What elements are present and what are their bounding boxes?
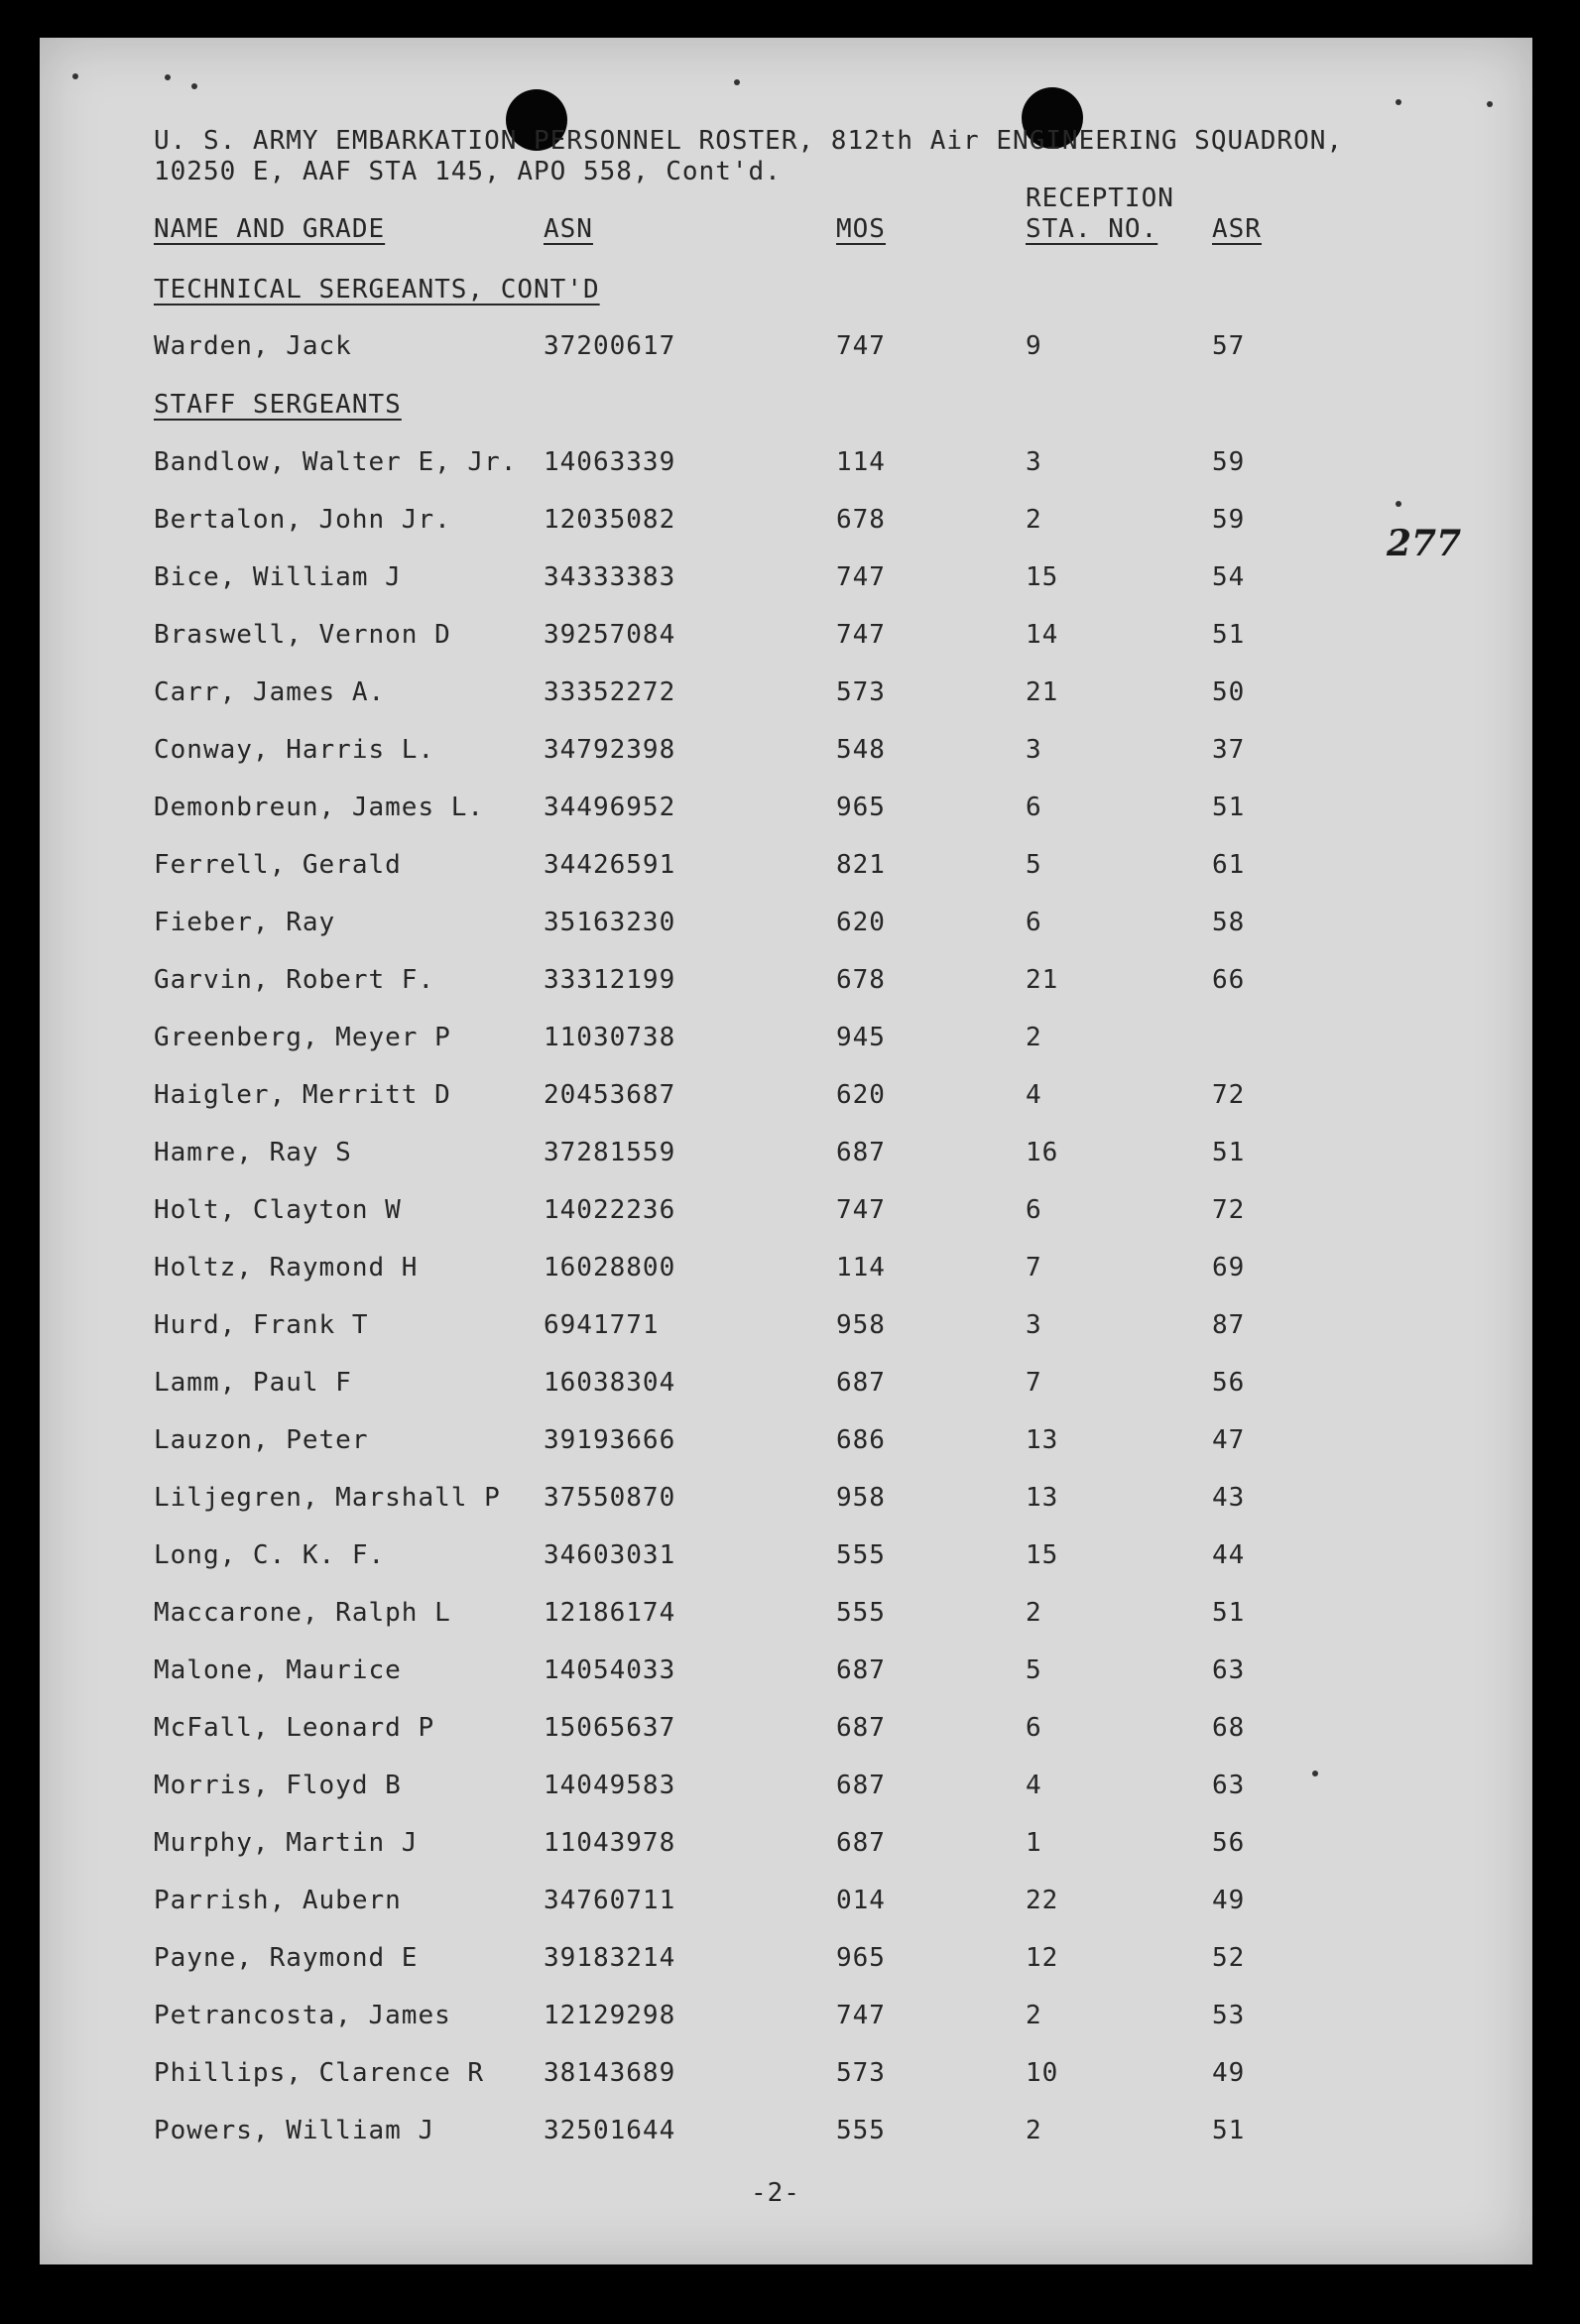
- cell-sta: 5: [1026, 1655, 1042, 1685]
- cell-asn: 12129298: [544, 2001, 676, 2030]
- cell-sta: 14: [1026, 620, 1059, 650]
- cell-asn: 16038304: [544, 1368, 676, 1398]
- cell-sta: 6: [1026, 793, 1042, 822]
- cell-asn: 11043978: [544, 1828, 676, 1858]
- cell-asn: 35163230: [544, 908, 676, 937]
- cell-asn: 14054033: [544, 1655, 676, 1685]
- table-row: [0, 793, 1580, 832]
- table-row: [0, 1943, 1580, 1983]
- table-row: [0, 1310, 1580, 1350]
- cell-name: Liljegren, Marshall P: [154, 1483, 501, 1513]
- cell-mos: 747: [836, 2001, 886, 2030]
- table-row: [0, 1080, 1580, 1120]
- table-row: [0, 331, 1580, 371]
- cell-mos: 548: [836, 735, 886, 765]
- cell-mos: 965: [836, 793, 886, 822]
- cell-asr: 61: [1212, 850, 1246, 880]
- cell-asr: 47: [1212, 1425, 1246, 1455]
- cell-asn: 39257084: [544, 620, 676, 650]
- cell-asr: 87: [1212, 1310, 1246, 1340]
- cell-asr: 44: [1212, 1540, 1246, 1570]
- cell-name: Ferrell, Gerald: [154, 850, 402, 880]
- cell-name: Malone, Maurice: [154, 1655, 402, 1685]
- table-row: [0, 1425, 1580, 1465]
- cell-asn: 38143689: [544, 2058, 676, 2088]
- cell-asr: 51: [1212, 1138, 1246, 1167]
- cell-mos: 958: [836, 1310, 886, 1340]
- cell-asr: 49: [1212, 1886, 1246, 1915]
- cell-asr: 53: [1212, 2001, 1246, 2030]
- table-row: [0, 1483, 1580, 1523]
- cell-asr: 50: [1212, 677, 1246, 707]
- cell-name: Holt, Clayton W: [154, 1195, 402, 1225]
- cell-name: Demonbreun, James L.: [154, 793, 485, 822]
- cell-asr: 37: [1212, 735, 1246, 765]
- cell-mos: 014: [836, 1886, 886, 1915]
- cell-mos: 686: [836, 1425, 886, 1455]
- cell-mos: 573: [836, 677, 886, 707]
- cell-asn: 6941771: [544, 1310, 660, 1340]
- cell-name: Bice, William J: [154, 562, 402, 592]
- table-row: [0, 562, 1580, 602]
- cell-asn: 37281559: [544, 1138, 676, 1167]
- cell-sta: 21: [1026, 965, 1059, 995]
- paper-speck: [191, 83, 197, 89]
- cell-sta: 3: [1026, 735, 1042, 765]
- table-row: [0, 965, 1580, 1005]
- cell-asn: 11030738: [544, 1023, 676, 1052]
- table-row: [0, 1886, 1580, 1925]
- cell-mos: 555: [836, 1540, 886, 1570]
- cell-asn: 20453687: [544, 1080, 676, 1110]
- cell-asr: 59: [1212, 447, 1246, 477]
- cell-mos: 620: [836, 908, 886, 937]
- section-title: STAFF SERGEANTS: [154, 390, 402, 420]
- cell-asn: 33352272: [544, 677, 676, 707]
- cell-name: Lamm, Paul F: [154, 1368, 352, 1398]
- table-row: [0, 2116, 1580, 2155]
- cell-mos: 555: [836, 1598, 886, 1628]
- cell-asr: 51: [1212, 2116, 1246, 2145]
- page-stamp-number: 277: [1387, 523, 1462, 564]
- table-row: [0, 735, 1580, 775]
- cell-name: Payne, Raymond E: [154, 1943, 419, 1973]
- cell-name: Conway, Harris L.: [154, 735, 435, 765]
- cell-name: Petrancosta, James: [154, 2001, 451, 2030]
- cell-asr: 59: [1212, 505, 1246, 535]
- cell-sta: 7: [1026, 1253, 1042, 1283]
- table-row: [0, 1655, 1580, 1695]
- roster-title-line1: U. S. ARMY EMBARKATION PERSONNEL ROSTER, 812th Air ENGINEERING SQUADRON,: [154, 126, 1344, 156]
- table-row: [0, 1713, 1580, 1753]
- cell-mos: 687: [836, 1828, 886, 1858]
- cell-sta: 6: [1026, 908, 1042, 937]
- cell-asr: 43: [1212, 1483, 1246, 1513]
- cell-sta: 13: [1026, 1425, 1059, 1455]
- cell-mos: 620: [836, 1080, 886, 1110]
- cell-asr: 56: [1212, 1828, 1246, 1858]
- table-row: [0, 1023, 1580, 1062]
- table-row: [0, 505, 1580, 545]
- cell-name: Carr, James A.: [154, 677, 386, 707]
- cell-name: Phillips, Clarence R: [154, 2058, 485, 2088]
- cell-asn: 14063339: [544, 447, 676, 477]
- paper-speck: [72, 73, 78, 79]
- cell-asn: 34603031: [544, 1540, 676, 1570]
- paper-speck: [165, 74, 171, 80]
- table-row: [0, 1598, 1580, 1638]
- cell-asn: 14049583: [544, 1771, 676, 1800]
- cell-name: McFall, Leonard P: [154, 1713, 435, 1743]
- cell-sta: 6: [1026, 1195, 1042, 1225]
- cell-asn: 37550870: [544, 1483, 676, 1513]
- cell-mos: 945: [836, 1023, 886, 1052]
- cell-sta: 4: [1026, 1080, 1042, 1110]
- cell-name: Holtz, Raymond H: [154, 1253, 419, 1283]
- cell-asr: 51: [1212, 1598, 1246, 1628]
- cell-name: Maccarone, Ralph L: [154, 1598, 451, 1628]
- table-row: [0, 1368, 1580, 1407]
- cell-mos: 687: [836, 1655, 886, 1685]
- table-row: [0, 1138, 1580, 1177]
- table-row: [0, 1540, 1580, 1580]
- cell-sta: 7: [1026, 1368, 1042, 1398]
- cell-asn: 33312199: [544, 965, 676, 995]
- cell-name: Fieber, Ray: [154, 908, 336, 937]
- cell-sta: 15: [1026, 1540, 1059, 1570]
- page-number: -2-: [751, 2178, 800, 2208]
- cell-mos: 678: [836, 965, 886, 995]
- cell-sta: 3: [1026, 1310, 1042, 1340]
- cell-sta: 2: [1026, 505, 1042, 535]
- cell-name: Lauzon, Peter: [154, 1425, 369, 1455]
- cell-mos: 958: [836, 1483, 886, 1513]
- cell-name: Bandlow, Walter E, Jr.: [154, 447, 518, 477]
- table-row: [0, 1828, 1580, 1868]
- cell-asr: 63: [1212, 1655, 1246, 1685]
- cell-asr: 58: [1212, 908, 1246, 937]
- cell-sta: 5: [1026, 850, 1042, 880]
- cell-name: Garvin, Robert F.: [154, 965, 435, 995]
- cell-name: Hamre, Ray S: [154, 1138, 352, 1167]
- cell-sta: 22: [1026, 1886, 1059, 1915]
- cell-name: Bertalon, John Jr.: [154, 505, 451, 535]
- table-row: [0, 447, 1580, 487]
- cell-asr: 52: [1212, 1943, 1246, 1973]
- cell-mos: 747: [836, 620, 886, 650]
- cell-asn: 16028800: [544, 1253, 676, 1283]
- column-header-asn: ASN: [544, 214, 593, 244]
- column-header-name: NAME AND GRADE: [154, 214, 386, 244]
- cell-sta: 2: [1026, 1023, 1042, 1052]
- column-header-reception: RECEPTION: [1026, 183, 1174, 213]
- cell-sta: 13: [1026, 1483, 1059, 1513]
- column-header-mos: MOS: [836, 214, 886, 244]
- table-row: [0, 850, 1580, 890]
- cell-sta: 4: [1026, 1771, 1042, 1800]
- paper-speck: [734, 79, 740, 85]
- table-row: [0, 908, 1580, 947]
- table-row: [0, 1195, 1580, 1235]
- cell-sta: 2: [1026, 2116, 1042, 2145]
- cell-asn: 34792398: [544, 735, 676, 765]
- cell-asr: 72: [1212, 1080, 1246, 1110]
- cell-sta: 1: [1026, 1828, 1042, 1858]
- paper-speck: [1396, 99, 1401, 105]
- cell-name: Warden, Jack: [154, 331, 352, 361]
- cell-asr: 56: [1212, 1368, 1246, 1398]
- cell-asr: 54: [1212, 562, 1246, 592]
- cell-name: Braswell, Vernon D: [154, 620, 451, 650]
- cell-mos: 114: [836, 1253, 886, 1283]
- cell-asn: 34426591: [544, 850, 676, 880]
- cell-asn: 34760711: [544, 1886, 676, 1915]
- cell-mos: 965: [836, 1943, 886, 1973]
- cell-asr: 51: [1212, 620, 1246, 650]
- cell-asn: 12035082: [544, 505, 676, 535]
- cell-name: Morris, Floyd B: [154, 1771, 402, 1800]
- cell-asn: 34496952: [544, 793, 676, 822]
- cell-asn: 15065637: [544, 1713, 676, 1743]
- cell-asn: 12186174: [544, 1598, 676, 1628]
- cell-mos: 747: [836, 1195, 886, 1225]
- table-row: [0, 677, 1580, 717]
- cell-name: Greenberg, Meyer P: [154, 1023, 451, 1052]
- cell-mos: 687: [836, 1713, 886, 1743]
- cell-name: Long, C. K. F.: [154, 1540, 386, 1570]
- cell-asr: 72: [1212, 1195, 1246, 1225]
- cell-asr: 69: [1212, 1253, 1246, 1283]
- cell-mos: 678: [836, 505, 886, 535]
- cell-mos: 555: [836, 2116, 886, 2145]
- cell-asr: 66: [1212, 965, 1246, 995]
- table-row: [0, 620, 1580, 660]
- cell-asr: 68: [1212, 1713, 1246, 1743]
- cell-name: Hurd, Frank T: [154, 1310, 369, 1340]
- cell-asn: 32501644: [544, 2116, 676, 2145]
- cell-sta: 12: [1026, 1943, 1059, 1973]
- cell-asr: 51: [1212, 793, 1246, 822]
- cell-name: Murphy, Martin J: [154, 1828, 419, 1858]
- cell-sta: 16: [1026, 1138, 1059, 1167]
- cell-asn: 37200617: [544, 331, 676, 361]
- paper-speck: [1487, 101, 1493, 107]
- cell-mos: 687: [836, 1138, 886, 1167]
- cell-asr: 57: [1212, 331, 1246, 361]
- cell-asr: 63: [1212, 1771, 1246, 1800]
- cell-sta: 21: [1026, 677, 1059, 707]
- cell-sta: 2: [1026, 1598, 1042, 1628]
- column-header-sta-no: STA. NO.: [1026, 214, 1158, 244]
- table-row: [0, 1253, 1580, 1292]
- cell-name: Haigler, Merritt D: [154, 1080, 451, 1110]
- cell-mos: 747: [836, 562, 886, 592]
- cell-asn: 14022236: [544, 1195, 676, 1225]
- cell-sta: 3: [1026, 447, 1042, 477]
- cell-name: Parrish, Aubern: [154, 1886, 402, 1915]
- cell-mos: 687: [836, 1368, 886, 1398]
- table-row: [0, 2058, 1580, 2098]
- cell-name: Powers, William J: [154, 2116, 435, 2145]
- cell-mos: 687: [836, 1771, 886, 1800]
- table-row: [0, 1771, 1580, 1810]
- cell-asn: 39183214: [544, 1943, 676, 1973]
- cell-sta: 6: [1026, 1713, 1042, 1743]
- column-header-asr: ASR: [1212, 214, 1262, 244]
- cell-mos: 114: [836, 447, 886, 477]
- cell-sta: 15: [1026, 562, 1059, 592]
- cell-asn: 34333383: [544, 562, 676, 592]
- cell-asn: 39193666: [544, 1425, 676, 1455]
- cell-asr: 49: [1212, 2058, 1246, 2088]
- cell-mos: 573: [836, 2058, 886, 2088]
- roster-title-line2: 10250 E, AAF STA 145, APO 558, Cont'd.: [154, 157, 782, 186]
- cell-mos: 747: [836, 331, 886, 361]
- cell-sta: 10: [1026, 2058, 1059, 2088]
- section-title: TECHNICAL SERGEANTS, CONT'D: [154, 275, 600, 305]
- cell-mos: 821: [836, 850, 886, 880]
- cell-sta: 2: [1026, 2001, 1042, 2030]
- table-row: [0, 2001, 1580, 2040]
- cell-sta: 9: [1026, 331, 1042, 361]
